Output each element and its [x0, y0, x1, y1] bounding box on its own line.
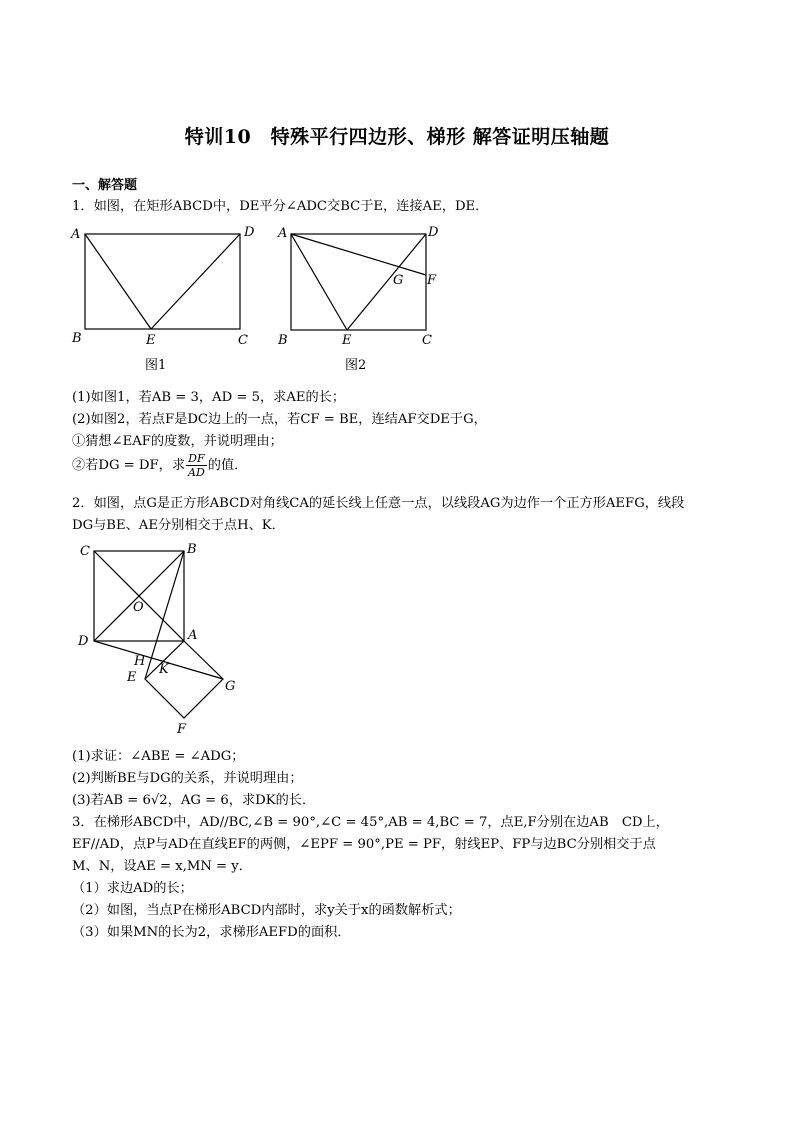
point-label-h: H — [134, 654, 146, 669]
q3-part-3: （3）如果MN的长为2，求梯形AEFD的面积． — [72, 925, 351, 940]
fraction-denominator: AD — [188, 466, 205, 479]
q3-stem-line-2: EF//AD，点P与AD在直线EF的两侧，∠EPF = 90°,PE = PF，射线EP、FP与边BC分别相交于点 — [72, 837, 656, 852]
point-label-c: C — [238, 333, 248, 348]
point-label-g: G — [393, 273, 404, 288]
q1-part-2a: ①猜想∠EAF的度数，并说明理由； — [72, 434, 283, 449]
q1-figure-2 — [275, 220, 455, 380]
point-label-o: O — [133, 600, 144, 615]
segment-de — [347, 234, 426, 330]
section-heading: 一、解答题 — [72, 178, 138, 193]
fraction-numerator: DF — [186, 452, 207, 466]
q2-stem-line-2: DG与BE、AE分别相交于点H、K． — [72, 518, 285, 533]
q1-figure-1 — [65, 220, 265, 380]
rectangle-abcd — [85, 234, 240, 329]
point-label-d: D — [244, 225, 255, 240]
q1-part-2b-suffix: 的值． — [207, 458, 248, 473]
point-label-k: K — [159, 662, 169, 677]
figure-caption-1: 图1 — [145, 358, 167, 373]
fraction-df-over-ad — [186, 452, 207, 479]
segment-ae — [85, 234, 151, 329]
q1-stem: 1．如图，在矩形ABCD中，DE平分∠ADC交BC于E，连接AE，DE． — [72, 199, 489, 214]
q3-part-1: （1）求边AD的长； — [72, 881, 193, 896]
point-label-f: F — [177, 722, 187, 737]
point-label-c: C — [422, 333, 432, 348]
point-label-a: A — [188, 628, 198, 643]
q1-part-2: (2)如图2，若点F是DC边上的一点，若CF = BE，连结AF交DE于G， — [72, 412, 487, 427]
segment-de — [151, 234, 240, 329]
q1-part-2b — [72, 452, 247, 479]
q2-part-1: (1)求证：∠ABE = ∠ADG； — [72, 749, 245, 764]
q1-part-2b-prefix: ②若DG = DF，求 — [72, 458, 186, 473]
q2-figure — [70, 538, 250, 738]
point-label-e: E — [342, 333, 352, 348]
square-aefg — [145, 641, 223, 718]
point-label-b: B — [187, 542, 197, 557]
point-label-c: C — [80, 544, 90, 559]
point-label-g: G — [225, 679, 236, 694]
q3-part-2: （2）如图，当点P在梯形ABCD内部时，求y关于x的函数解析式； — [72, 903, 461, 918]
point-label-a: A — [71, 227, 81, 242]
q2-part-3: (3)若AB = 6√2，AG = 6，求DK的长． — [72, 793, 316, 808]
point-label-e: E — [146, 333, 156, 348]
point-label-b: B — [72, 331, 82, 346]
q3-stem-line-3: M、N，设AE = x,MN = y． — [72, 859, 252, 874]
q3-stem-line-1: 3．在梯形ABCD中，AD//BC,∠B = 90°,∠C = 45°,AB = 4,BC = 7，点E,F分别在边AB CD上， — [72, 815, 669, 830]
q1-part-1: (1)如图1，若AB = 3，AD = 5，求AE的长； — [72, 390, 346, 405]
point-label-b: B — [278, 333, 288, 348]
q2-stem-line-1: 2．如图，点G是正方形ABCD对角线CA的延长线上任意一点，以线段AG为边作一个正方形AEFG，线段 — [72, 496, 685, 511]
point-label-d: D — [78, 634, 89, 649]
point-label-a: A — [278, 226, 288, 241]
point-label-d: D — [428, 225, 439, 240]
point-label-f: F — [427, 273, 437, 288]
point-label-e: E — [127, 670, 137, 685]
page-title: 特训10 特殊平行四边形、梯形 解答证明压轴题 — [184, 126, 610, 148]
figure-caption-2: 图2 — [345, 358, 367, 373]
q2-part-2: (2)判断BE与DG的关系，并说明理由； — [72, 771, 303, 786]
